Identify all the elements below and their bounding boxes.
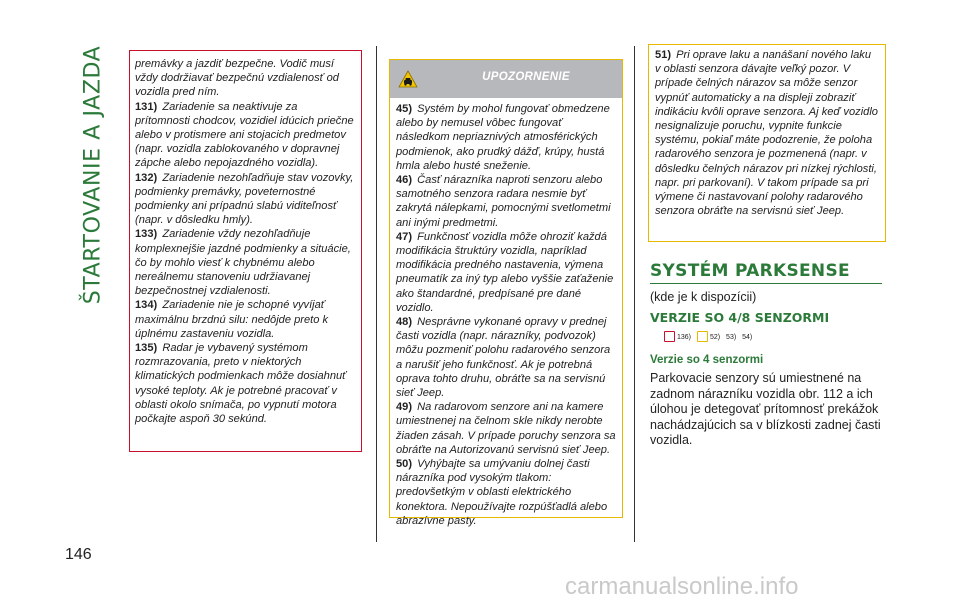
note-continuation: premávky a jazdiť bezpečne. Vodič musí vždy dodržiavať bezpečnú vzdialenosť od vozidla pred ním.	[135, 58, 339, 99]
yellow-note-icon	[697, 331, 708, 342]
subsection-title: VERZIE SO 4/8 SENZORMI	[650, 310, 830, 325]
ref-136[interactable]: 136)	[677, 334, 692, 342]
minor-heading: Verzie so 4 senzormi	[650, 354, 764, 366]
warning-header	[390, 60, 622, 98]
side-chapter-title	[73, 45, 113, 305]
side-chapter-title-text: ŠTARTOVANIE A JAZDA	[80, 45, 106, 305]
note-134: 134) Zariadenie nie je schopné vyvíjať maximálnu brzdnú silu: nedôjde preto k úplnému zastaveniu vozidla.	[135, 299, 329, 340]
section-subtitle: (kde je k dispozícii)	[650, 290, 757, 304]
note-46: 46) Časť nárazníka naproti senzoru alebo samotného senzora radara nesmie byť zakrytá nálepkami, pomocnými svetlometmi ani inými predmetmi.	[396, 174, 611, 229]
warning-box	[389, 59, 623, 527]
column-separator-1	[376, 46, 377, 542]
note-132: 132) Zariadenie nezohľadňuje stav vozovky, podmienky premávky, poveternostné podmienky ani prípadnú slabú viditeľnosť (napr. v dôsledku hmly).	[135, 171, 354, 227]
watermark-text: carmanualsonline.info	[565, 573, 799, 600]
note-51: 51) Pri oprave laku a nanášaní nového laku v oblasti senzora dávajte veľký pozor. V prípade čelných nárazov sa môže senzor vypnúť automaticky a na displeji zobraziť indikáciu kvôli oprave senzora. Aj keď vozidlo nesignalizuje poruchu, vypnite funkcie systému, pokiaľ máte podozrenie, že poloha radarového senzora je pozmenená (napr. v dôsledku čelných nárazov pri nízkej rýchlosti, napr. pri parkovaní). V takom prípade sa pri výmene či nastavovaní polohy radarového senzora obráťte na servisnú sieť Jeep.	[655, 49, 878, 218]
note-133: 133) Zariadenie vždy nezohľadňuje komplexnejšie jazdné podmienky a situácie, čo by mohlo viesť k chybnému alebo nereálnemu stanoveniu udržiavanej bezpečnostnej vzdialenosti.	[135, 228, 351, 298]
note-45: 45) Systém by mohol fungovať obmedzene alebo by nemusel vôbec fungovať následkom nepriaznivých atmosférických podmienok, ako prudký dážď, krúpy, hustá hmla alebo husté sneženie.	[396, 103, 610, 172]
note-131: 131) Zariadenie sa neaktivuje za prítomnosti chodcov, vozidiel idúcich priečne alebo v protismere ani stojacich predmetov (napr. vozidla zablokovaného v dopravnej zápche alebo nepojazdného vozidla).	[135, 100, 354, 170]
note-48: 48) Nesprávne vykonané opravy v prednej časti vozidla (napr. nárazníky, podvozok) môžu pozmeniť polohu radarového senzora a narušiť jeho funkčnosť. Ak je potrebná oprava tohto druhu, obráťte sa na servisnú sieť Jeep.	[396, 316, 611, 400]
warning-title: UPOZORNENIE	[482, 71, 570, 83]
notes-box-left	[129, 50, 362, 452]
page-number: 146	[65, 546, 92, 563]
warning-box-continuation	[648, 44, 886, 242]
ref-52[interactable]: 52)	[709, 334, 721, 342]
warning-notes	[396, 102, 617, 528]
note-135: 135) Radar je vybavený systémom rozmrazovania, preto v niektorých klimatických podmienkach môže dosiahnuť vysoké teploty. Ak je potrebné pracovať v oblasti okolo snímača, po vypnutí motora počkajte aspoň 30 sekúnd.	[135, 342, 347, 426]
note-references	[664, 332, 756, 343]
section-title: SYSTÉM PARKSENSE	[650, 261, 882, 284]
note-49: 49) Na radarovom senzore ani na kamere umiestnenej na čelnom skle nikdy nerobte žiaden zásah. V prípade poruchy senzora sa obráťte na Autorizovanú servisnú sieť Jeep.	[396, 401, 616, 456]
column-separator-2	[634, 46, 635, 542]
ref-53[interactable]: 53)	[726, 334, 737, 342]
red-note-icon	[664, 331, 675, 342]
note-47: 47) Funkčnosť vozidla môže ohroziť každá modifikácia štruktúry vozidla, napríklad modifikácia predného nastavenia, výmena pneumatík za iný typ alebo vyššie zaťaženie ako štandardné, predpísané pre dané vozidlo.	[396, 230, 614, 314]
body-paragraph: Parkovacie senzory sú umiestnené na zadnom nárazníku vozidla obr. 112 a ich úlohou je detegovať prítomnosť prekážok nachádzajúcich sa v blízkosti zadnej časti vozidla.	[650, 371, 881, 448]
ref-54[interactable]: 54)	[742, 334, 753, 342]
note-50: 50) Vyhýbajte sa umývaniu dolnej časti nárazníka pod vysokým tlakom: predovšetkým v oblasti elektrického konektora. Nepoužívajte rozpúšťadlá alebo abrazívne pasty.	[396, 458, 608, 527]
car-warning-icon	[398, 70, 418, 88]
